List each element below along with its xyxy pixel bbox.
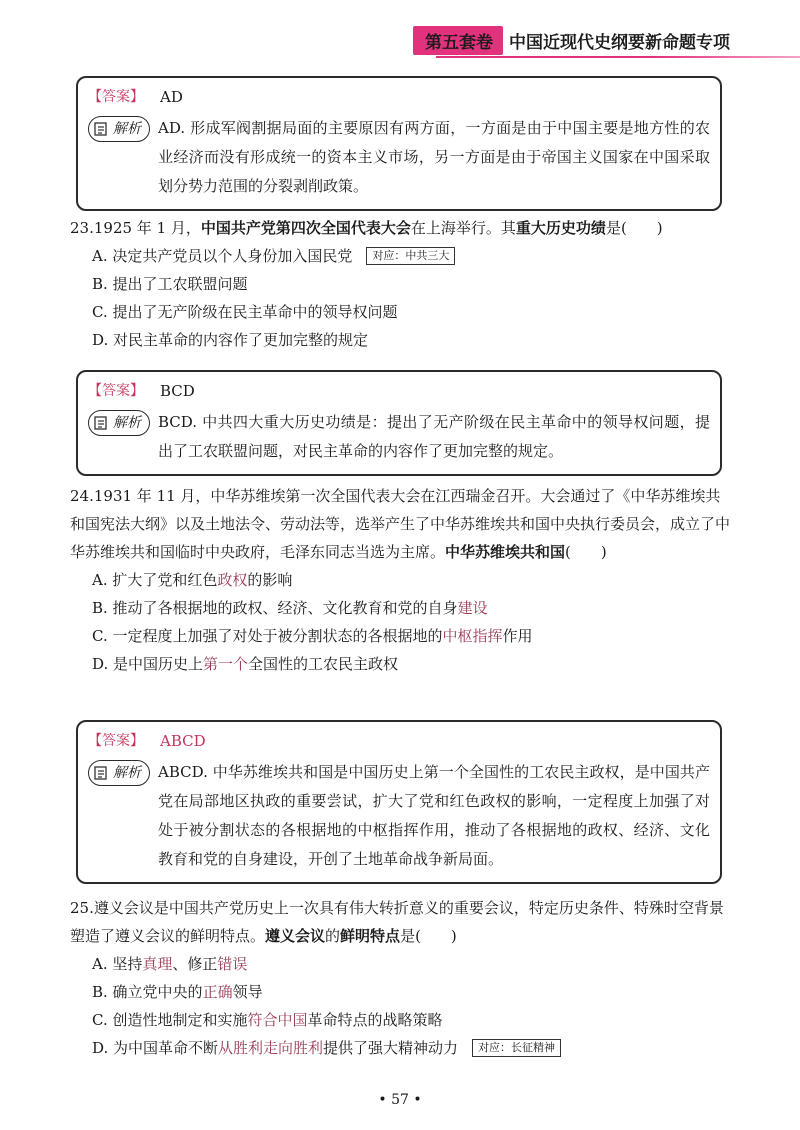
option-c <box>70 622 730 650</box>
option-highlight: 从胜利走向胜利 <box>218 1039 324 1057</box>
question-number: 24. <box>70 487 94 505</box>
option-text: C. 一定程度上加强了对处于被分割状态的各根据地的 <box>92 627 443 645</box>
stem-bold: 中华苏维埃共和国 <box>445 543 566 561</box>
answer-row <box>88 84 710 110</box>
stem-text: 1931 年 11 月，中华苏维埃第一次全国代表大会在江西瑞金召开。大会通过了《中华苏维埃共和国宪法大纲》以及土地法令、劳动法等，选举产生了中华苏维埃共和国中央执行委员会，成立了中华苏维埃共和国临时中央政府，毛泽东同志当选为主席。 <box>70 487 731 561</box>
stem-bold: 中国共产党第四次全国代表大会 <box>200 219 411 237</box>
option-highlight: 符合中国 <box>247 1011 308 1029</box>
option-highlight: 第一个 <box>203 655 249 673</box>
option-text: C. 创造性地制定和实施 <box>92 1011 248 1029</box>
option-b: B. 提出了工农联盟问题 <box>92 275 248 293</box>
answer-box-22 <box>76 76 722 211</box>
option-b <box>70 594 730 622</box>
option-highlight: 正确 <box>202 983 233 1001</box>
option-a <box>70 950 730 978</box>
option-text: 提供了强大精神动力 <box>323 1039 459 1057</box>
option-text: B. 推动了各根据地的政权、经济、文化教育和党的自身 <box>92 599 458 617</box>
option-text: D. 为中国革命不断 <box>92 1039 219 1057</box>
analysis-row <box>88 408 710 466</box>
header-rule <box>436 56 800 58</box>
page-header <box>413 26 730 54</box>
answer-label: 【答案】 <box>88 382 144 399</box>
option-highlight: 建设 <box>457 599 488 617</box>
option-c <box>70 1006 730 1034</box>
option-d <box>70 650 730 678</box>
option-d: D. 对民主革命的内容作了更加完整的规定 <box>92 331 369 349</box>
question-number: 23. <box>70 219 94 237</box>
question-23 <box>70 214 730 354</box>
stem-text: 在上海举行。其 <box>410 219 516 237</box>
analysis-badge <box>88 760 150 786</box>
answer-box-24 <box>76 720 722 884</box>
stem-text: 是( ) <box>400 927 457 945</box>
stem-text: 的 <box>325 927 341 945</box>
notebook-icon <box>93 765 109 781</box>
stem-bold: 鲜明特点 <box>340 927 401 945</box>
analysis-text: ABCD. 中华苏维埃共和国是中国历史上第一个全国性的工农民主政权，是中国共产党在局部地区执政的重要尝试，扩大了党和红色政权的影响，一定程度上加强了对处于被分割状态的各根据地的中枢指挥作用，推动了各根据地的政权、经济、文化教育和党的自身建设，开创了土地革命战争新局面。 <box>158 763 710 868</box>
question-stem <box>70 894 730 950</box>
analysis-text: AD. 形成军阀割据局面的主要原因有两方面，一方面是由于中国主要是地方性的农业经济而没有形成统一的资本主义市场，另一方面是由于帝国主义国家在中国采取划分势力范围的分裂剥削政策。 <box>158 119 710 195</box>
option-text: 、修正 <box>172 955 218 973</box>
option-text: A. 决定共产党员以个人身份加入国民党 <box>92 247 353 265</box>
stem-text: 是( ) <box>605 219 663 237</box>
analysis-row <box>88 114 710 201</box>
option-highlight: 政权 <box>217 571 248 589</box>
option-highlight: 错误 <box>217 955 248 973</box>
note-box: 对应：长征精神 <box>472 1039 561 1057</box>
option-d <box>70 1034 730 1062</box>
option-text: D. 是中国历史上 <box>92 655 204 673</box>
analysis-badge <box>88 410 150 436</box>
option-a <box>70 566 730 594</box>
header-title: 中国近现代史纲要新命题专项 <box>509 32 730 53</box>
analysis-label: 解析 <box>113 120 141 137</box>
volume-badge: 第五套卷 <box>413 26 503 55</box>
option-text: B. 确立党中央的 <box>92 983 203 1001</box>
option-text: 领导 <box>232 983 263 1001</box>
stem-bold: 重大历史功绩 <box>515 219 606 237</box>
answer-value: AD <box>160 87 183 106</box>
option-highlight: 中枢指挥 <box>442 627 503 645</box>
question-stem <box>70 214 730 242</box>
option-c: C. 提出了无产阶级在民主革命中的领导权问题 <box>92 303 398 321</box>
notebook-icon <box>93 415 109 431</box>
option-text: A. 坚持 <box>92 955 143 973</box>
page-number: • 57 • <box>378 1092 422 1108</box>
stem-bold: 遵义会议 <box>265 927 326 945</box>
notebook-icon <box>93 121 109 137</box>
option-text: 革命特点的战略策略 <box>307 1011 443 1029</box>
option-text: 的影响 <box>247 571 293 589</box>
answer-label: 【答案】 <box>88 88 144 105</box>
question-stem <box>70 482 730 566</box>
analysis-badge <box>88 116 150 142</box>
answer-row <box>88 728 710 754</box>
stem-text: ( ) <box>565 543 607 561</box>
answer-value: ABCD <box>160 731 206 750</box>
question-number: 25. <box>70 899 94 917</box>
question-24 <box>70 482 730 678</box>
answer-box-23 <box>76 370 722 476</box>
note-box: 对应：中共三大 <box>366 247 455 265</box>
answer-row <box>88 378 710 404</box>
option-text: A. 扩大了党和红色 <box>92 571 218 589</box>
option-a <box>70 242 730 270</box>
answer-value: BCD <box>160 381 195 400</box>
option-text: 作用 <box>502 627 533 645</box>
stem-text: 1925 年 1 月， <box>93 219 201 237</box>
analysis-label: 解析 <box>113 414 141 431</box>
question-25 <box>70 894 730 1062</box>
option-b <box>70 978 730 1006</box>
option-text: 全国性的工农民主政权 <box>248 655 399 673</box>
analysis-row <box>88 758 710 874</box>
stem-text: 遵义会议是中国共产党历史上一次具有伟大转折意义的重要会议，特定历史条件、特殊时空背景塑造了遵义会议的鲜明特点。 <box>70 899 724 945</box>
analysis-text: BCD. 中共四大重大历史功绩是：提出了无产阶级在民主革命中的领导权问题，提出了工农联盟问题，对民主革命的内容作了更加完整的规定。 <box>158 413 710 460</box>
answer-label: 【答案】 <box>88 732 144 749</box>
analysis-label: 解析 <box>113 764 141 781</box>
option-highlight: 真理 <box>142 955 173 973</box>
